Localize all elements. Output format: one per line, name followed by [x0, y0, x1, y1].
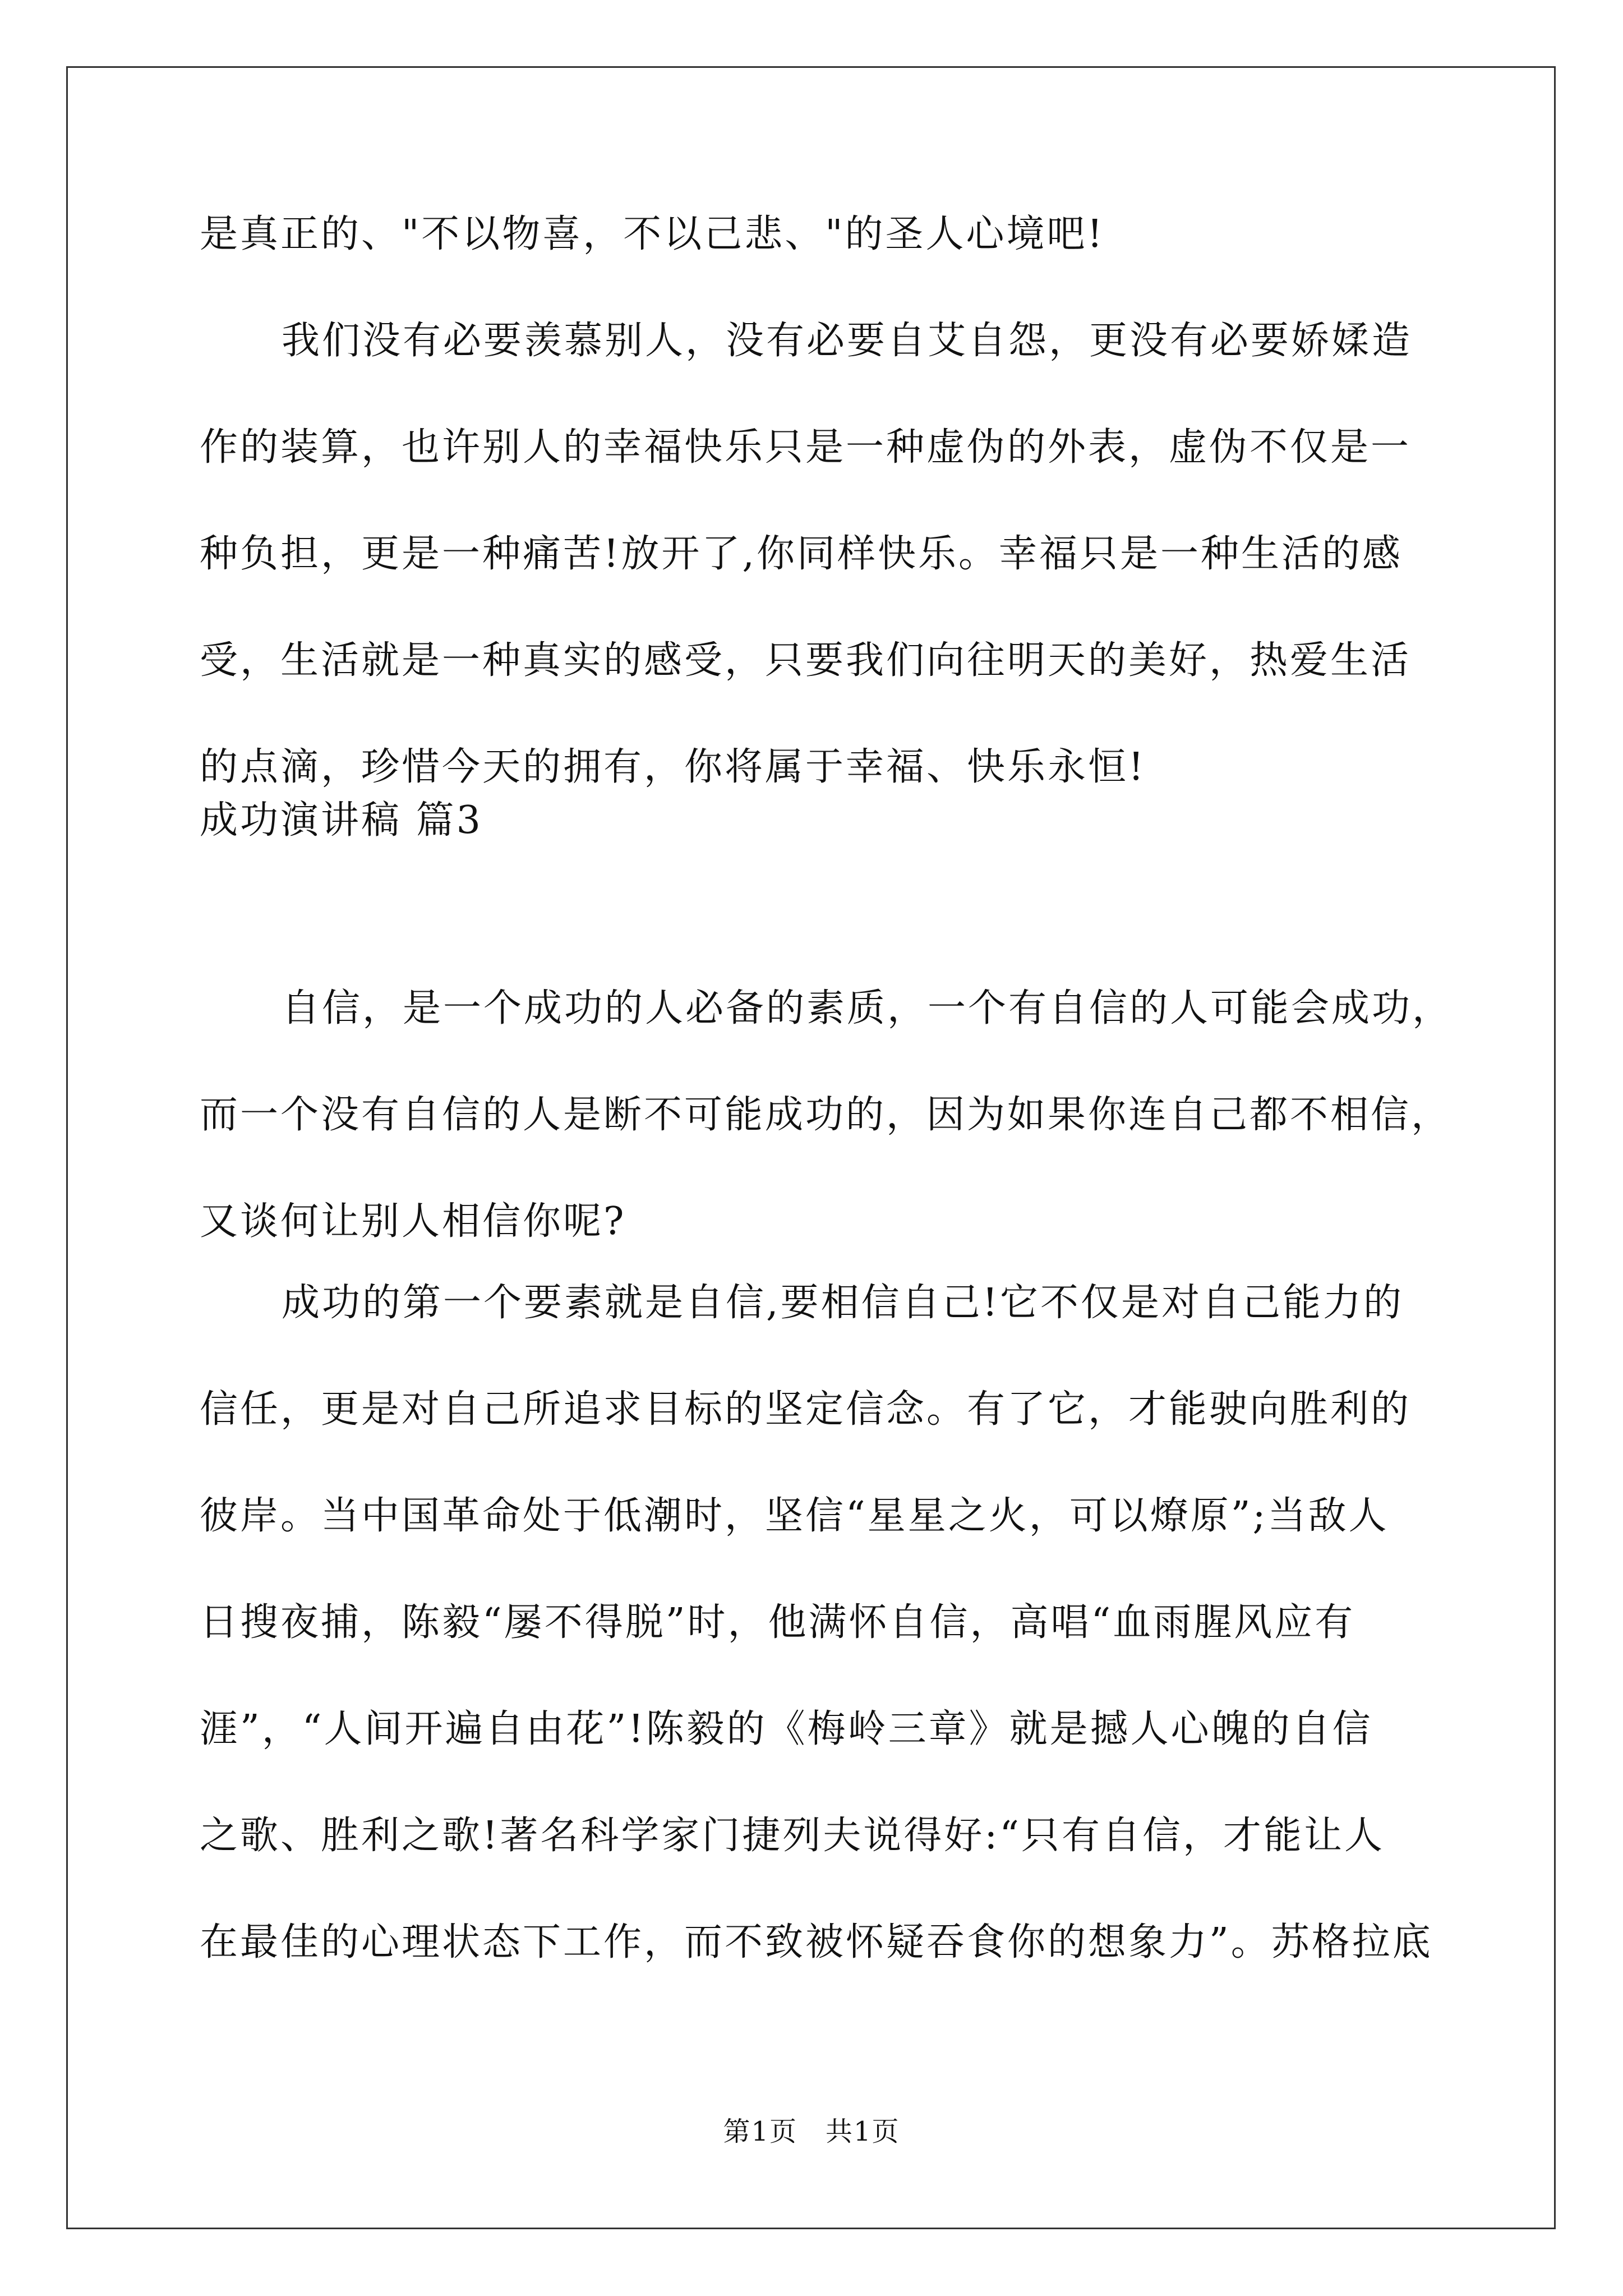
text-line: 之歌、胜利之歌!著名科学家门捷列夫说得好:“只有自信，才能让人 — [200, 1814, 1385, 1858]
paragraph-continued — [200, 208, 1105, 261]
paragraph-3 — [200, 982, 1453, 1301]
text-line: 彼岸。当中国革命处于低潮时，坚信“星星之火，可以燎原”;当敌人 — [200, 1494, 1389, 1538]
text-line: 而一个没有自信的人是断不可能成功的，因为如果你连自己都不相信， — [200, 1093, 1452, 1137]
text-line: 又谈何让别人相信你呢? — [200, 1199, 626, 1244]
text-line: 信任，更是对自己所追求目标的坚定信念。有了它，才能驶向胜利的 — [200, 1387, 1412, 1432]
text-line: 我们没有必要羡慕别人，没有必要自艾自怨，更没有必要娇媃造 — [282, 319, 1413, 363]
text-line: 涯”，“人间开遍自由花”!陈毅的《梅岭三章》就是撼人心魄的自信 — [200, 1707, 1373, 1751]
text-line: 作的装算，也许别人的幸福快乐只是一种虚伪的外表，虚伪不仅是一 — [200, 425, 1412, 470]
text-line: 自信，是一个成功的人必备的素质，一个有自信的人可能会成功， — [282, 986, 1453, 1030]
section-heading: 成功演讲稿 篇3 — [200, 798, 483, 843]
paragraph-4 — [200, 1276, 1433, 2022]
text-line: 成功的第一个要素就是自信,要相信自己!它不仅是对自己能力的 — [282, 1281, 1404, 1325]
page-footer: 第1页 共1页 — [723, 2116, 900, 2147]
paragraph-2 — [200, 314, 1412, 847]
text-line: 种负担，更是一种痛苦!放开了,你同样快乐。幸福只是一种生活的感 — [200, 532, 1403, 576]
text-line: 日搜夜捕，陈毅“屡不得脱”时，他满怀自信，高唱“血雨腥风应有 — [200, 1600, 1355, 1645]
text-line: 的点滴，珍惜今天的拥有，你将属于幸福、快乐永恒! — [200, 745, 1146, 789]
text-line: 受，生活就是一种真实的感受，只要我们向往明天的美好，热爱生活 — [200, 638, 1412, 683]
text-line: 在最佳的心理状态下工作，而不致被怀疑吞食你的想象力”。苏格拉底 — [200, 1920, 1433, 1964]
text-line: 是真正的、"不以物喜，不以己悲、"的圣人心境吧! — [200, 212, 1105, 256]
